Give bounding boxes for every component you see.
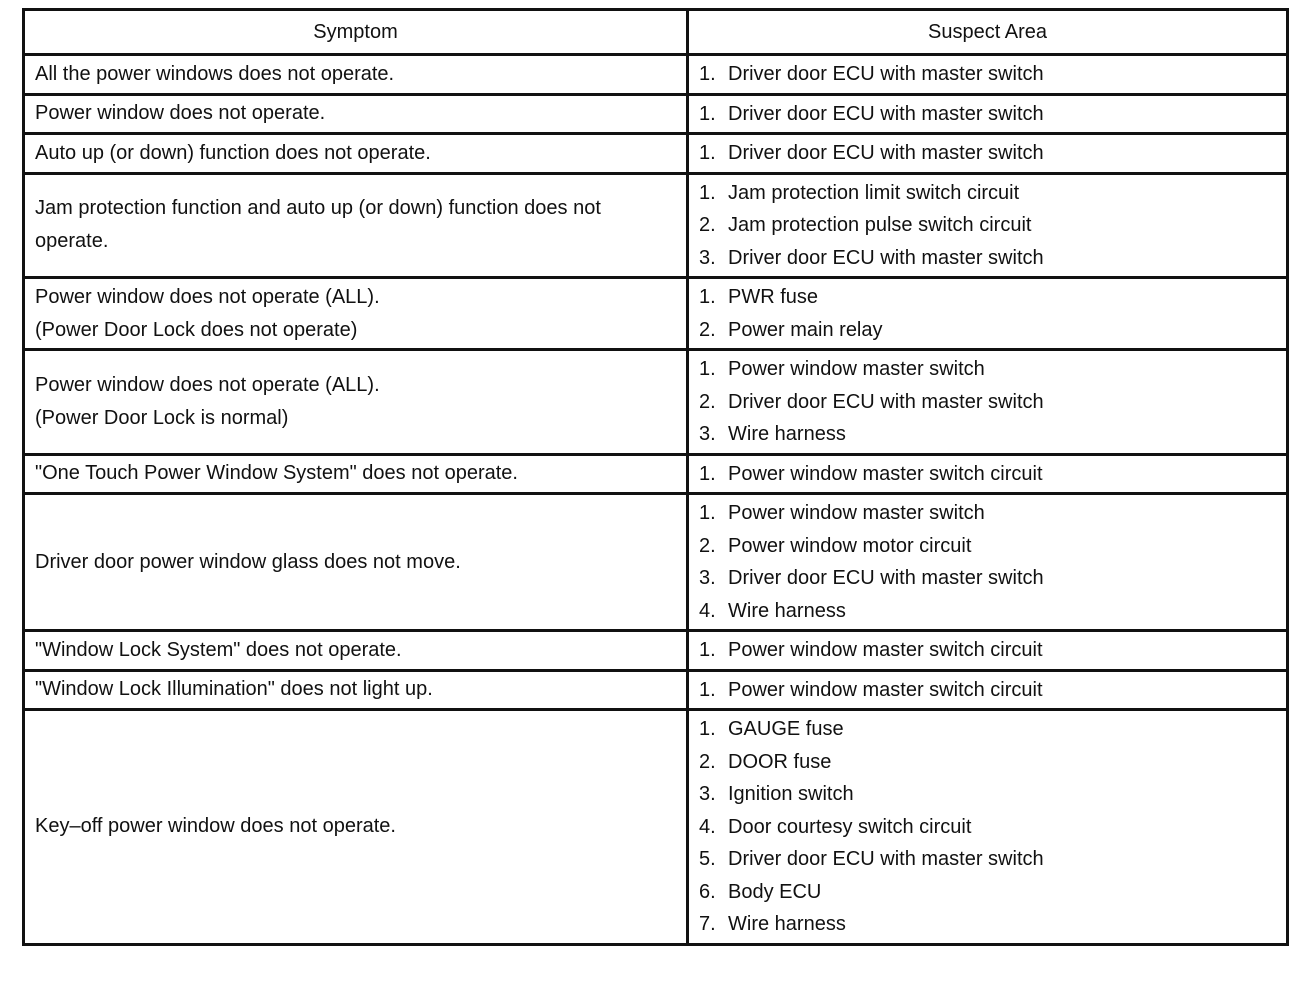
item-text: Power window master switch circuit [728, 639, 1043, 661]
suspect-area-item [699, 778, 1278, 811]
suspect-area-item [699, 908, 1278, 941]
item-text: Driver door ECU with master switch [728, 142, 1044, 164]
suspect-area-item [699, 843, 1278, 876]
item-text: Driver door ECU with master switch [728, 63, 1044, 85]
item-text: Driver door ECU with master switch [728, 246, 1044, 269]
item-number: 3. [699, 783, 716, 805]
suspect-area-item [699, 713, 1278, 746]
header-suspect-area: Suspect Area [688, 10, 1288, 55]
suspect-area-cell [688, 278, 1288, 350]
symptom-cell [24, 670, 688, 710]
table-row [24, 278, 1288, 350]
suspect-area-cell [688, 350, 1288, 455]
item-number: 1. [699, 502, 716, 524]
item-text: Wire harness [728, 913, 846, 935]
item-text: Power window motor circuit [728, 534, 972, 557]
table-row [24, 670, 1288, 710]
item-text: PWR fuse [728, 286, 819, 308]
suspect-area-item [699, 314, 1278, 347]
suspect-area-item [699, 386, 1278, 419]
item-number: 2. [699, 214, 716, 236]
symptom-cell [24, 710, 688, 945]
suspect-area-cell [688, 670, 1288, 710]
suspect-area-cell [688, 94, 1288, 134]
symptom-line: All the power windows does not operate. [35, 62, 395, 85]
suspect-area-list [689, 495, 1286, 629]
suspect-area-list [689, 456, 1286, 493]
item-number: 2. [699, 318, 716, 341]
table-row [24, 710, 1288, 945]
symptom-cell [24, 134, 688, 174]
item-text: Power window master switch [728, 358, 985, 380]
suspect-area-cell [688, 454, 1288, 494]
suspect-area-list [689, 135, 1286, 172]
suspect-area-item [699, 674, 1278, 707]
suspect-area-list [689, 711, 1286, 943]
item-text: Power window master switch [728, 502, 985, 524]
symptom-line: "Window Lock Illumination" does not light up. [35, 678, 433, 701]
suspect-area-cell [688, 494, 1288, 631]
troubleshooting-table [22, 8, 1289, 946]
item-text: Power window master switch circuit [728, 678, 1043, 701]
suspect-area-item [699, 530, 1278, 563]
item-number: 5. [699, 848, 716, 870]
table-header [24, 10, 1288, 55]
suspect-area-cell [688, 631, 1288, 671]
symptom-cell [24, 94, 688, 134]
item-number: 1. [699, 102, 716, 125]
table-row [24, 454, 1288, 494]
symptom-text [25, 546, 686, 579]
suspect-area-list [689, 672, 1286, 709]
item-number: 1. [699, 718, 716, 740]
suspect-area-item [699, 634, 1278, 667]
suspect-area-cell [688, 134, 1288, 174]
suspect-area-list [689, 56, 1286, 93]
item-number: 6. [699, 880, 716, 903]
symptom-text [25, 58, 686, 91]
symptom-text [25, 457, 686, 490]
item-number: 2. [699, 750, 716, 773]
suspect-area-list [689, 632, 1286, 669]
table-body [24, 55, 1288, 945]
item-text: Jam protection limit switch circuit [728, 181, 1020, 204]
item-number: 1. [699, 63, 716, 85]
table-row [24, 494, 1288, 631]
suspect-area-item [699, 562, 1278, 595]
suspect-area-list [689, 175, 1286, 277]
item-number: 4. [699, 815, 716, 838]
symptom-cell [24, 350, 688, 455]
suspect-area-item [699, 242, 1278, 275]
suspect-area-list [689, 96, 1286, 133]
symptom-cell [24, 55, 688, 95]
symptom-text [25, 137, 686, 170]
item-text: Door courtesy switch circuit [728, 815, 972, 838]
symptom-line: "One Touch Power Window System" does not operate. [35, 462, 518, 485]
item-number: 7. [699, 913, 716, 935]
symptom-line: Auto up (or down) function does not operate. [35, 141, 431, 164]
symptom-text [25, 673, 686, 706]
table-row [24, 55, 1288, 95]
item-number: 2. [699, 390, 716, 413]
item-text: Body ECU [728, 880, 822, 903]
item-number: 1. [699, 142, 716, 164]
symptom-line: Key–off power window does not operate. [35, 815, 396, 838]
suspect-area-item [699, 746, 1278, 779]
symptom-line: Driver door power window glass does not move. [35, 550, 461, 573]
item-text: Driver door ECU with master switch [728, 390, 1044, 413]
symptom-line: Power window does not operate. [35, 102, 326, 125]
item-number: 3. [699, 423, 716, 445]
item-number: 3. [699, 567, 716, 589]
item-number: 1. [699, 286, 716, 308]
item-number: 4. [699, 599, 716, 622]
item-number: 3. [699, 246, 716, 269]
suspect-area-item [699, 353, 1278, 386]
item-text: Driver door ECU with master switch [728, 102, 1044, 125]
suspect-area-item [699, 418, 1278, 451]
suspect-area-item [699, 209, 1278, 242]
table-row [24, 350, 1288, 455]
item-text: Jam protection pulse switch circuit [728, 214, 1032, 236]
symptom-line: Power window does not operate (ALL). [35, 285, 380, 308]
table-row [24, 94, 1288, 134]
header-row [24, 10, 1288, 55]
suspect-area-cell [688, 173, 1288, 278]
item-text: DOOR fuse [728, 750, 832, 773]
suspect-area-item [699, 281, 1278, 314]
symptom-cell [24, 631, 688, 671]
item-text: Ignition switch [728, 783, 854, 805]
suspect-area-cell [688, 710, 1288, 945]
item-text: Wire harness [728, 423, 846, 445]
symptom-cell [24, 494, 688, 631]
item-number: 1. [699, 358, 716, 380]
item-number: 1. [699, 639, 716, 661]
suspect-area-item [699, 497, 1278, 530]
item-text: Wire harness [728, 599, 846, 622]
suspect-area-item [699, 876, 1278, 909]
suspect-area-list [689, 279, 1286, 348]
suspect-area-item [699, 595, 1278, 628]
item-number: 1. [699, 462, 716, 485]
item-number: 2. [699, 534, 716, 557]
symptom-text [25, 281, 686, 347]
item-text: Power window master switch circuit [728, 462, 1043, 485]
item-number: 1. [699, 678, 716, 701]
symptom-line: Jam protection function and auto up (or down) function does not operate. [35, 197, 601, 253]
table-row [24, 173, 1288, 278]
symptom-line: (Power Door Lock does not operate) [35, 318, 358, 341]
suspect-area-list [689, 351, 1286, 453]
symptom-text [25, 810, 686, 843]
item-text: Power main relay [728, 318, 883, 341]
suspect-area-item [699, 811, 1278, 844]
header-symptom: Symptom [24, 10, 688, 55]
symptom-text [25, 192, 686, 258]
suspect-area-cell [688, 55, 1288, 95]
table-row [24, 134, 1288, 174]
symptom-text [25, 369, 686, 435]
symptom-cell [24, 454, 688, 494]
symptom-cell [24, 173, 688, 278]
symptom-line: Power window does not operate (ALL). [35, 373, 380, 396]
suspect-area-item [699, 98, 1278, 131]
item-text: GAUGE fuse [728, 718, 844, 740]
symptom-text [25, 97, 686, 130]
symptom-line: (Power Door Lock is normal) [35, 406, 289, 429]
suspect-area-item [699, 58, 1278, 91]
symptom-text [25, 634, 686, 667]
item-text: Driver door ECU with master switch [728, 848, 1044, 870]
suspect-area-item [699, 137, 1278, 170]
suspect-area-item [699, 177, 1278, 210]
item-text: Driver door ECU with master switch [728, 567, 1044, 589]
item-number: 1. [699, 181, 716, 204]
symptom-line: "Window Lock System" does not operate. [35, 638, 402, 661]
suspect-area-item [699, 458, 1278, 491]
table-row [24, 631, 1288, 671]
symptom-cell [24, 278, 688, 350]
